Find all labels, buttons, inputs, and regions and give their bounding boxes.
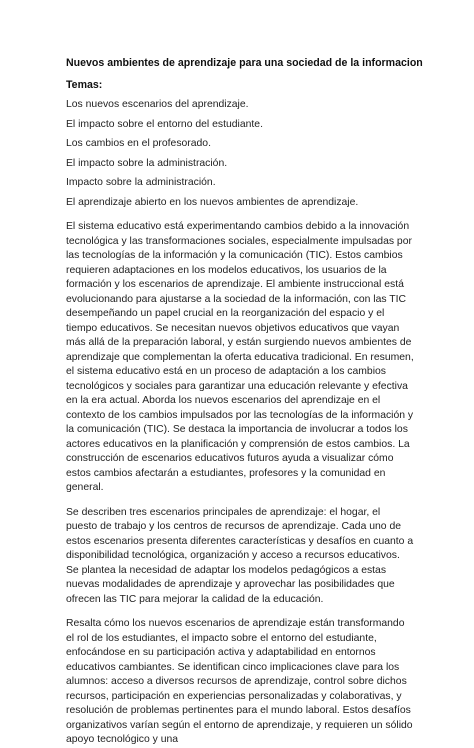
topic-item: Impacto sobre la administración. (66, 177, 216, 188)
topic-item: Los cambios en el profesorado. (66, 138, 211, 149)
topics-list (66, 98, 414, 210)
topic-item: El impacto sobre el entorno del estudiante. (66, 118, 263, 130)
body-paragraph: Resalta cómo los nuevos escenarios de aprendizaje están transformando el rol de los estudiantes, el impacto sobre el entorno del estudiante, enfocándose en su participación activa y adaptabilidad en entornos educativos cambiantes. Se identifican cinco implicaciones clave para los alumnos: acceso a diversos recursos de aprendizaje, control sobre dichos recursos, participación en experiencias personalizadas y colaborativas, y resolución de problemas pertinentes para el mundo laboral. Estos desafíos organizativos varían según el entorno de aprendizaje, y requieren un sólido apoyo tecnológico y una (66, 618, 413, 745)
body-paragraph: El sistema educativo está experimentando cambios debido a la innovación tecnológica y las transformaciones sociales, especialmente impulsadas por las tecnologías de la información y la comunicación (TIC). Estos cambios requieren adaptaciones en los modelos educativos, los usuarios de la formación y los escenarios de aprendizaje. El ambiente instruccional está evolucionando para ajustarse a la sociedad de la información, con las TIC desempeñando un papel crucial en la reorganización del espacio y el tiempo educativos. Se necesitan nuevos objetivos educativos que vayan más allá de la preparación laboral, y están surgiendo nuevos ambientes de aprendizaje que complementan la oferta educativa tradicional. En resumen, el sistema educativo está en un proceso de adaptación a los cambios tecnológicos y sociales para garantizar una educación relevante y efectiva en la era actual. Aborda los nuevos escenarios del aprendizaje en el contexto de los cambios impulsados por las tecnologías de la información y la comunicación (TIC). Se destaca la importancia de involucrar a todos los actores educativos en la planificación y comprensión de estos cambios. La construcción de escenarios educativos futuros ayuda a visualizar cómo estos cambios afectarán a estudiantes, profesores y la comunidad en general. (66, 221, 414, 493)
topic-item: Los nuevos escenarios del aprendizaje. (66, 99, 249, 110)
topics-heading: Temas: (66, 78, 103, 91)
topic-item: El aprendizaje abierto en los nuevos ambientes de aprendizaje. (66, 196, 359, 208)
body-paragraph: Se describen tres escenarios principales de aprendizaje: el hogar, el puesto de trabajo y los centros de recursos de aprendizaje. Cada uno de estos escenarios presenta diferentes características y desafíos en cuanto a disponibilidad tecnológica, organización y acceso a recursos educativos. Se plantea la necesidad de adaptar los modelos pedagógicos a estas nuevas modalidades de aprendizaje y aprovechar las posibilidades que ofrecen las TIC para mejorar la calidad de la educación. (66, 506, 414, 605)
topic-item: El impacto sobre la administración. (66, 157, 228, 169)
document-title: Nuevos ambientes de aprendizaje para una sociedad de la informacion (66, 57, 423, 69)
